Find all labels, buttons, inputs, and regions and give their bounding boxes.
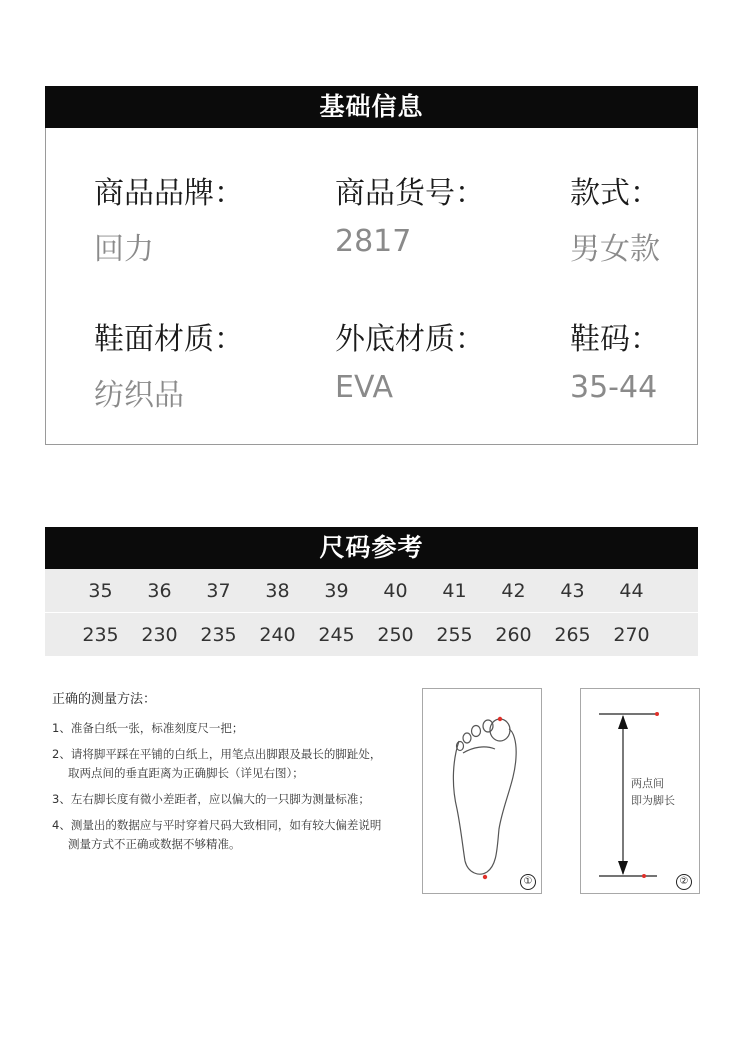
length-cell: 230 — [141, 623, 178, 646]
distance-panel — [580, 688, 700, 894]
info-label: 款式： — [570, 176, 660, 211]
size-table — [45, 569, 698, 656]
distance-label — [631, 775, 675, 809]
info-field-brand — [94, 168, 244, 268]
info-field-size — [570, 314, 660, 405]
length-cell: 270 — [613, 623, 650, 646]
info-label: 商品货号： — [335, 176, 485, 211]
size-cell: 36 — [147, 579, 172, 602]
measure-point-icon — [498, 717, 502, 721]
method-item-text-cont: 取两点间的垂直距离为正确脚长（详见右图）； — [68, 766, 304, 780]
info-value: 回力 — [94, 232, 154, 267]
info-field-upper — [94, 314, 244, 414]
size-cell: 42 — [501, 579, 526, 602]
info-label: 外底材质： — [335, 322, 485, 357]
distance-label-line1: 两点间 — [631, 777, 664, 790]
info-value: 35-44 — [570, 370, 658, 405]
method-item-4 — [52, 816, 412, 854]
measure-method — [52, 688, 412, 861]
size-cell: 43 — [560, 579, 585, 602]
info-value: 纺织品 — [94, 378, 184, 413]
method-item-text: 1、准备白纸一张，标准刻度尺一把； — [52, 721, 244, 735]
method-item-2 — [52, 745, 412, 783]
measure-point-icon — [483, 875, 487, 879]
measure-point-icon — [642, 874, 646, 878]
info-label: 鞋面材质： — [94, 322, 244, 357]
length-cell: 255 — [436, 623, 473, 646]
method-item-3 — [52, 790, 412, 809]
info-value: 男女款 — [570, 232, 660, 267]
length-cell: 260 — [495, 623, 532, 646]
size-ref-header: 尺码参考 — [45, 527, 698, 569]
basic-info-header: 基础信息 — [45, 86, 698, 128]
method-item-1 — [52, 719, 412, 738]
foot-outline-panel — [422, 688, 542, 894]
size-cell: 39 — [324, 579, 349, 602]
length-row — [45, 613, 698, 656]
info-field-item-no — [335, 168, 485, 259]
foot-outline-icon — [423, 689, 541, 893]
size-cell: 41 — [442, 579, 467, 602]
info-value: 2817 — [335, 224, 412, 259]
length-cell: 250 — [377, 623, 414, 646]
length-cell: 245 — [318, 623, 355, 646]
method-item-text: 3、左右脚长度有微小差距者，应以偏大的一只脚为测量标准； — [52, 792, 370, 806]
method-item-text: 4、测量出的数据应与平时穿着尺码大致相同，如有较大偏差说明 — [52, 818, 382, 832]
length-cell: 240 — [259, 623, 296, 646]
panel-number: ① — [520, 874, 536, 890]
info-field-style — [570, 168, 660, 268]
measure-point-icon — [655, 712, 659, 716]
size-row — [45, 569, 698, 612]
length-cell: 235 — [200, 623, 237, 646]
info-label: 鞋码： — [570, 322, 660, 357]
method-item-text: 2、请将脚平踩在平铺的白纸上，用笔点出脚跟及最长的脚趾处， — [52, 747, 382, 761]
info-value: EVA — [335, 370, 394, 405]
size-cell: 37 — [206, 579, 231, 602]
size-cell: 38 — [265, 579, 290, 602]
panel-number: ② — [676, 874, 692, 890]
info-field-outsole — [335, 314, 485, 405]
method-title: 正确的测量方法： — [52, 692, 157, 707]
size-cell: 40 — [383, 579, 408, 602]
info-label: 商品品牌： — [94, 176, 244, 211]
length-cell: 235 — [82, 623, 119, 646]
method-item-text-cont: 测量方式不正确或数据不够精准。 — [68, 837, 241, 851]
length-cell: 265 — [554, 623, 591, 646]
size-cell: 44 — [619, 579, 644, 602]
size-cell: 35 — [88, 579, 113, 602]
distance-label-line2: 即为脚长 — [631, 794, 675, 807]
basic-info-box — [45, 128, 698, 445]
